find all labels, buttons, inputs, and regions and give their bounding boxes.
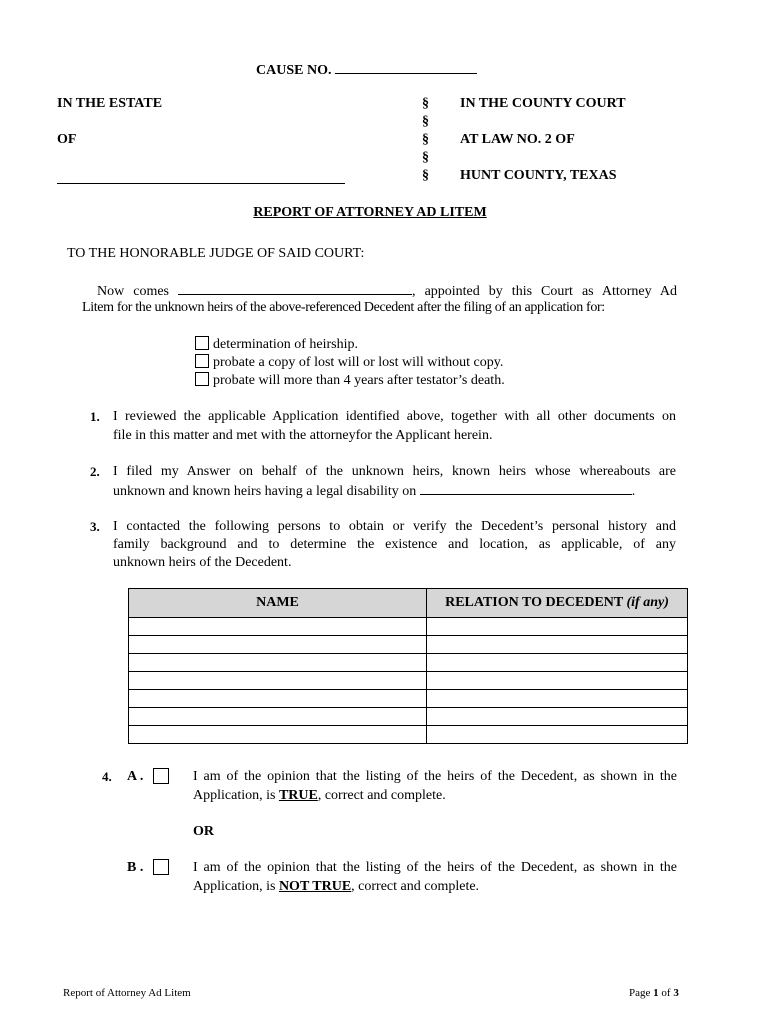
relation-cell[interactable] [427, 708, 688, 726]
name-column-header [129, 589, 427, 618]
option-heirship [195, 336, 358, 354]
page-indicator [629, 986, 679, 1000]
option-a-line-1: I am of the opinion that the listing of the heirs of the Decedent, as shown in the [193, 769, 677, 784]
table-row [129, 708, 688, 726]
option-lost-will-label: probate a copy of lost will or lost will without copy. [213, 355, 504, 370]
page-prefix: Page [629, 987, 651, 999]
intro-line-1 [97, 281, 677, 301]
late-probate-checkbox[interactable] [195, 372, 209, 386]
option-a-line-2 [193, 787, 446, 805]
option-late-probate-label: probate will more than 4 years after testator’s death. [213, 373, 505, 388]
relation-cell[interactable] [427, 672, 688, 690]
relation-column-note: (if any) [626, 595, 669, 610]
salutation: TO THE HONORABLE JUDGE OF SAID COURT: [67, 246, 365, 261]
option-a-checkbox[interactable] [153, 768, 169, 784]
option-a-line-2-prefix: Application, is [193, 788, 276, 803]
option-a-label: A . [127, 769, 144, 784]
footer-title: Report of Attorney Ad Litem [63, 987, 191, 999]
item-1-line-2: file in this matter and met with the attorneyfor the Applicant herein. [113, 428, 493, 443]
section-mark-2: § [422, 114, 429, 129]
cause-number-label: CAUSE NO. [256, 63, 332, 78]
relation-cell[interactable] [427, 726, 688, 744]
relation-cell[interactable] [427, 618, 688, 636]
option-b-line-2-suffix: , correct and complete. [351, 879, 480, 894]
section-mark-4: § [422, 150, 429, 165]
option-b-line-2 [193, 878, 479, 896]
intro-line-2: Litem for the unknown heirs of the above-referenced Decedent after the filing of an application for: [82, 300, 605, 315]
option-late-probate [195, 372, 505, 390]
court-label: IN THE COUNTY COURT [460, 96, 626, 111]
contacted-persons-table [128, 588, 688, 744]
item-4-number: 4. [102, 769, 112, 784]
intro-prefix: Now comes [97, 284, 170, 299]
true-emphasis: TRUE [278, 788, 318, 803]
option-b-label: B . [127, 860, 144, 875]
estate-label: IN THE ESTATE [57, 96, 163, 111]
item-1-line-1: I reviewed the applicable Application identified above, together with all other documents on [113, 409, 676, 424]
table-row [129, 654, 688, 672]
name-cell[interactable] [129, 618, 427, 636]
name-cell[interactable] [129, 708, 427, 726]
option-a-line-2-suffix: , correct and complete. [317, 788, 446, 803]
name-cell[interactable] [129, 690, 427, 708]
relation-cell[interactable] [427, 690, 688, 708]
relation-cell[interactable] [427, 654, 688, 672]
relation-column-label: RELATION TO DECEDENT [445, 595, 623, 610]
estate-name-blank[interactable] [57, 170, 345, 184]
relation-cell[interactable] [427, 636, 688, 654]
not-true-emphasis: NOT TRUE [278, 879, 352, 894]
cause-number [256, 60, 477, 80]
county-label: HUNT COUNTY, TEXAS [460, 168, 617, 183]
table-row [129, 618, 688, 636]
table-row [129, 726, 688, 744]
item-3-line-2: family background and to determine the existence and location, as applicable, of any [113, 537, 676, 552]
or-label: OR [193, 824, 214, 839]
cause-number-blank[interactable] [335, 60, 477, 74]
table-header-row [129, 589, 688, 618]
table-row [129, 672, 688, 690]
item-3-line-1: I contacted the following persons to obtain or verify the Decedent’s personal history and [113, 519, 676, 534]
heirship-checkbox[interactable] [195, 336, 209, 350]
item-2-line-1: I filed my Answer on behalf of the unknown heirs, known heirs whose whereabouts are [113, 464, 676, 479]
table-row [129, 636, 688, 654]
court-number-label: AT LAW NO. 2 OF [460, 132, 575, 147]
name-cell[interactable] [129, 672, 427, 690]
option-b-line-1: I am of the opinion that the listing of the heirs of the Decedent, as shown in the [193, 860, 677, 875]
page-number: 1 [653, 987, 659, 999]
name-cell[interactable] [129, 636, 427, 654]
attorney-name-blank[interactable] [178, 281, 412, 295]
page-of: of [661, 987, 671, 999]
lost-will-checkbox[interactable] [195, 354, 209, 368]
name-cell[interactable] [129, 726, 427, 744]
option-b-checkbox[interactable] [153, 859, 169, 875]
item-2-line-2: unknown and known heirs having a legal disability on . [113, 481, 635, 501]
item-3-line-3: unknown heirs of the Decedent. [113, 555, 292, 570]
document-title: REPORT OF ATTORNEY AD LITEM [253, 205, 487, 220]
of-label: OF [57, 132, 77, 147]
section-mark-3: § [422, 132, 429, 147]
item-1-number: 1. [90, 409, 100, 424]
page-total: 3 [673, 987, 679, 999]
relation-column-header [427, 589, 688, 618]
item-3-number: 3. [90, 519, 100, 534]
item-2-number: 2. [90, 464, 100, 479]
intro-suffix: , appointed by this Court as Attorney Ad [412, 284, 677, 299]
option-b-line-2-prefix: Application, is [193, 879, 276, 894]
section-mark-1: § [422, 96, 429, 111]
name-column-label: NAME [256, 595, 299, 610]
disability-date-blank[interactable] [420, 481, 632, 495]
item-2-line-2-text: unknown and known heirs having a legal disability on [113, 484, 417, 499]
name-cell[interactable] [129, 654, 427, 672]
option-lost-will [195, 354, 503, 372]
option-heirship-label: determination of heirship. [213, 337, 359, 352]
table-row [129, 690, 688, 708]
section-mark-5: § [422, 168, 429, 183]
